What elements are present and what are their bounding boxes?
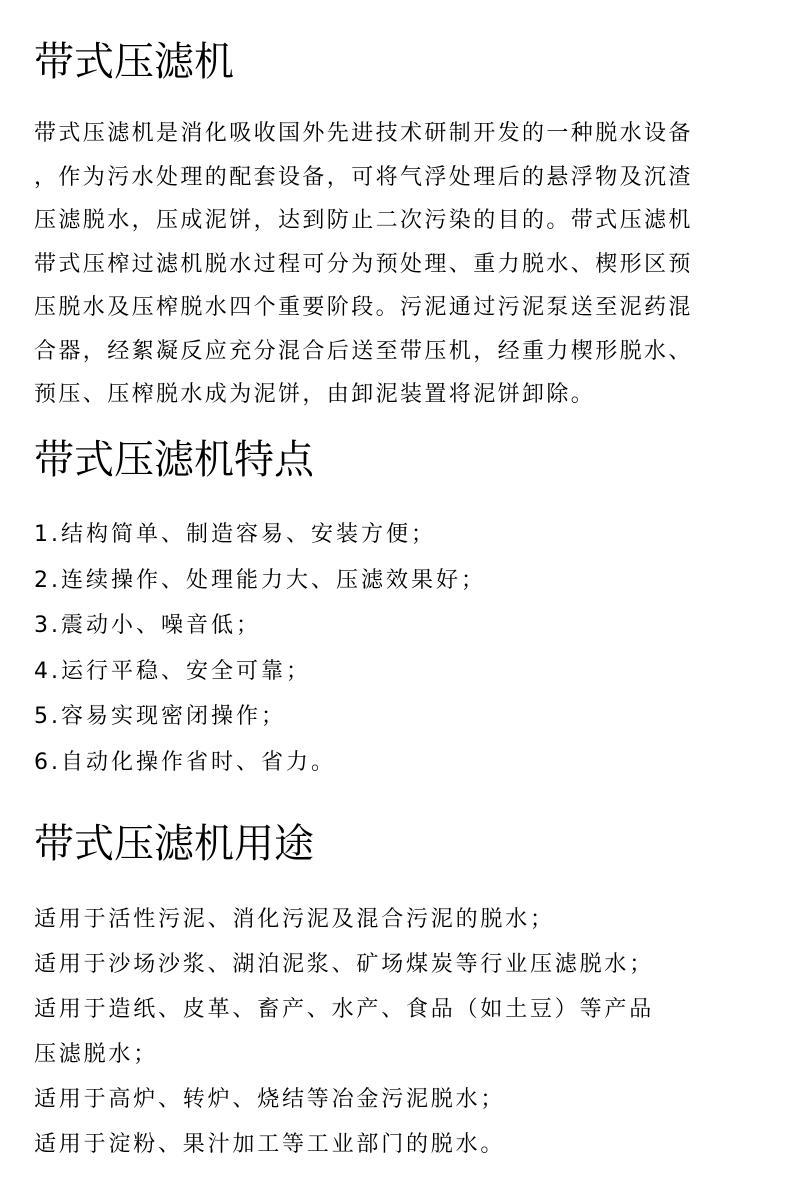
intro-line: 带式压榨过滤机脱水过程可分为预处理、重力脱水、楔形区预 <box>34 251 693 277</box>
intro-paragraph <box>34 112 693 417</box>
application-item <box>34 1077 654 1122</box>
intro-line: 压滤脱水，压成泥饼，达到防止二次污染的目的。带式压滤机 <box>34 208 693 233</box>
feature-item: 1.结构简单、制造容易、安装方便； <box>34 522 436 547</box>
section-title-features: 带式压滤机特点 <box>34 437 314 483</box>
feature-item: 6.自动化操作省时、省力。 <box>34 749 336 775</box>
intro-line: 带式压滤机是消化吸收国外先进技术研制开发的一种脱水设备 <box>34 121 693 146</box>
section-title-applications: 带式压滤机用途 <box>34 821 314 867</box>
application-line: 适用于造纸、皮革、畜产、水产、食品（如土豆）等产品 <box>34 997 655 1022</box>
application-item <box>34 987 654 1077</box>
application-line: 适用于高炉、转炉、烧结等冶金污泥脱水； <box>34 1087 506 1112</box>
intro-line: 压脱水及压榨脱水四个重要阶段。污泥通过污泥泵送至泥药混 <box>34 295 693 320</box>
application-item <box>34 1122 654 1167</box>
application-line: 适用于活性污泥、消化污泥及混合污泥的脱水； <box>34 907 555 932</box>
features-list <box>34 512 486 785</box>
section-title-belt-filter-press: 带式压滤机 <box>34 39 234 85</box>
application-item <box>34 942 654 987</box>
applications-list <box>34 897 654 1167</box>
intro-line: 预压、压榨脱水成为泥饼，由卸泥装置将泥饼卸除。 <box>34 382 596 407</box>
feature-item: 5.容易实现密闭操作； <box>34 704 286 729</box>
feature-item: 3.震动小、噪音低； <box>34 613 261 638</box>
application-line: 压滤脱水； <box>34 1042 159 1067</box>
application-line: 适用于沙场沙浆、湖泊泥浆、矿场煤炭等行业压滤脱水； <box>34 952 655 977</box>
feature-item: 2.连续操作、处理能力大、压滤效果好； <box>34 567 486 593</box>
application-line: 适用于淀粉、果汁加工等工业部门的脱水。 <box>34 1132 506 1157</box>
intro-line: 合器，经絮凝反应充分混合后送至带压机，经重力楔形脱水、 <box>34 338 693 364</box>
intro-line: ，作为污水处理的配套设备，可将气浮处理后的悬浮物及沉渣 <box>34 164 693 190</box>
application-item <box>34 897 654 942</box>
feature-item: 4.运行平稳、安全可靠； <box>34 658 311 684</box>
